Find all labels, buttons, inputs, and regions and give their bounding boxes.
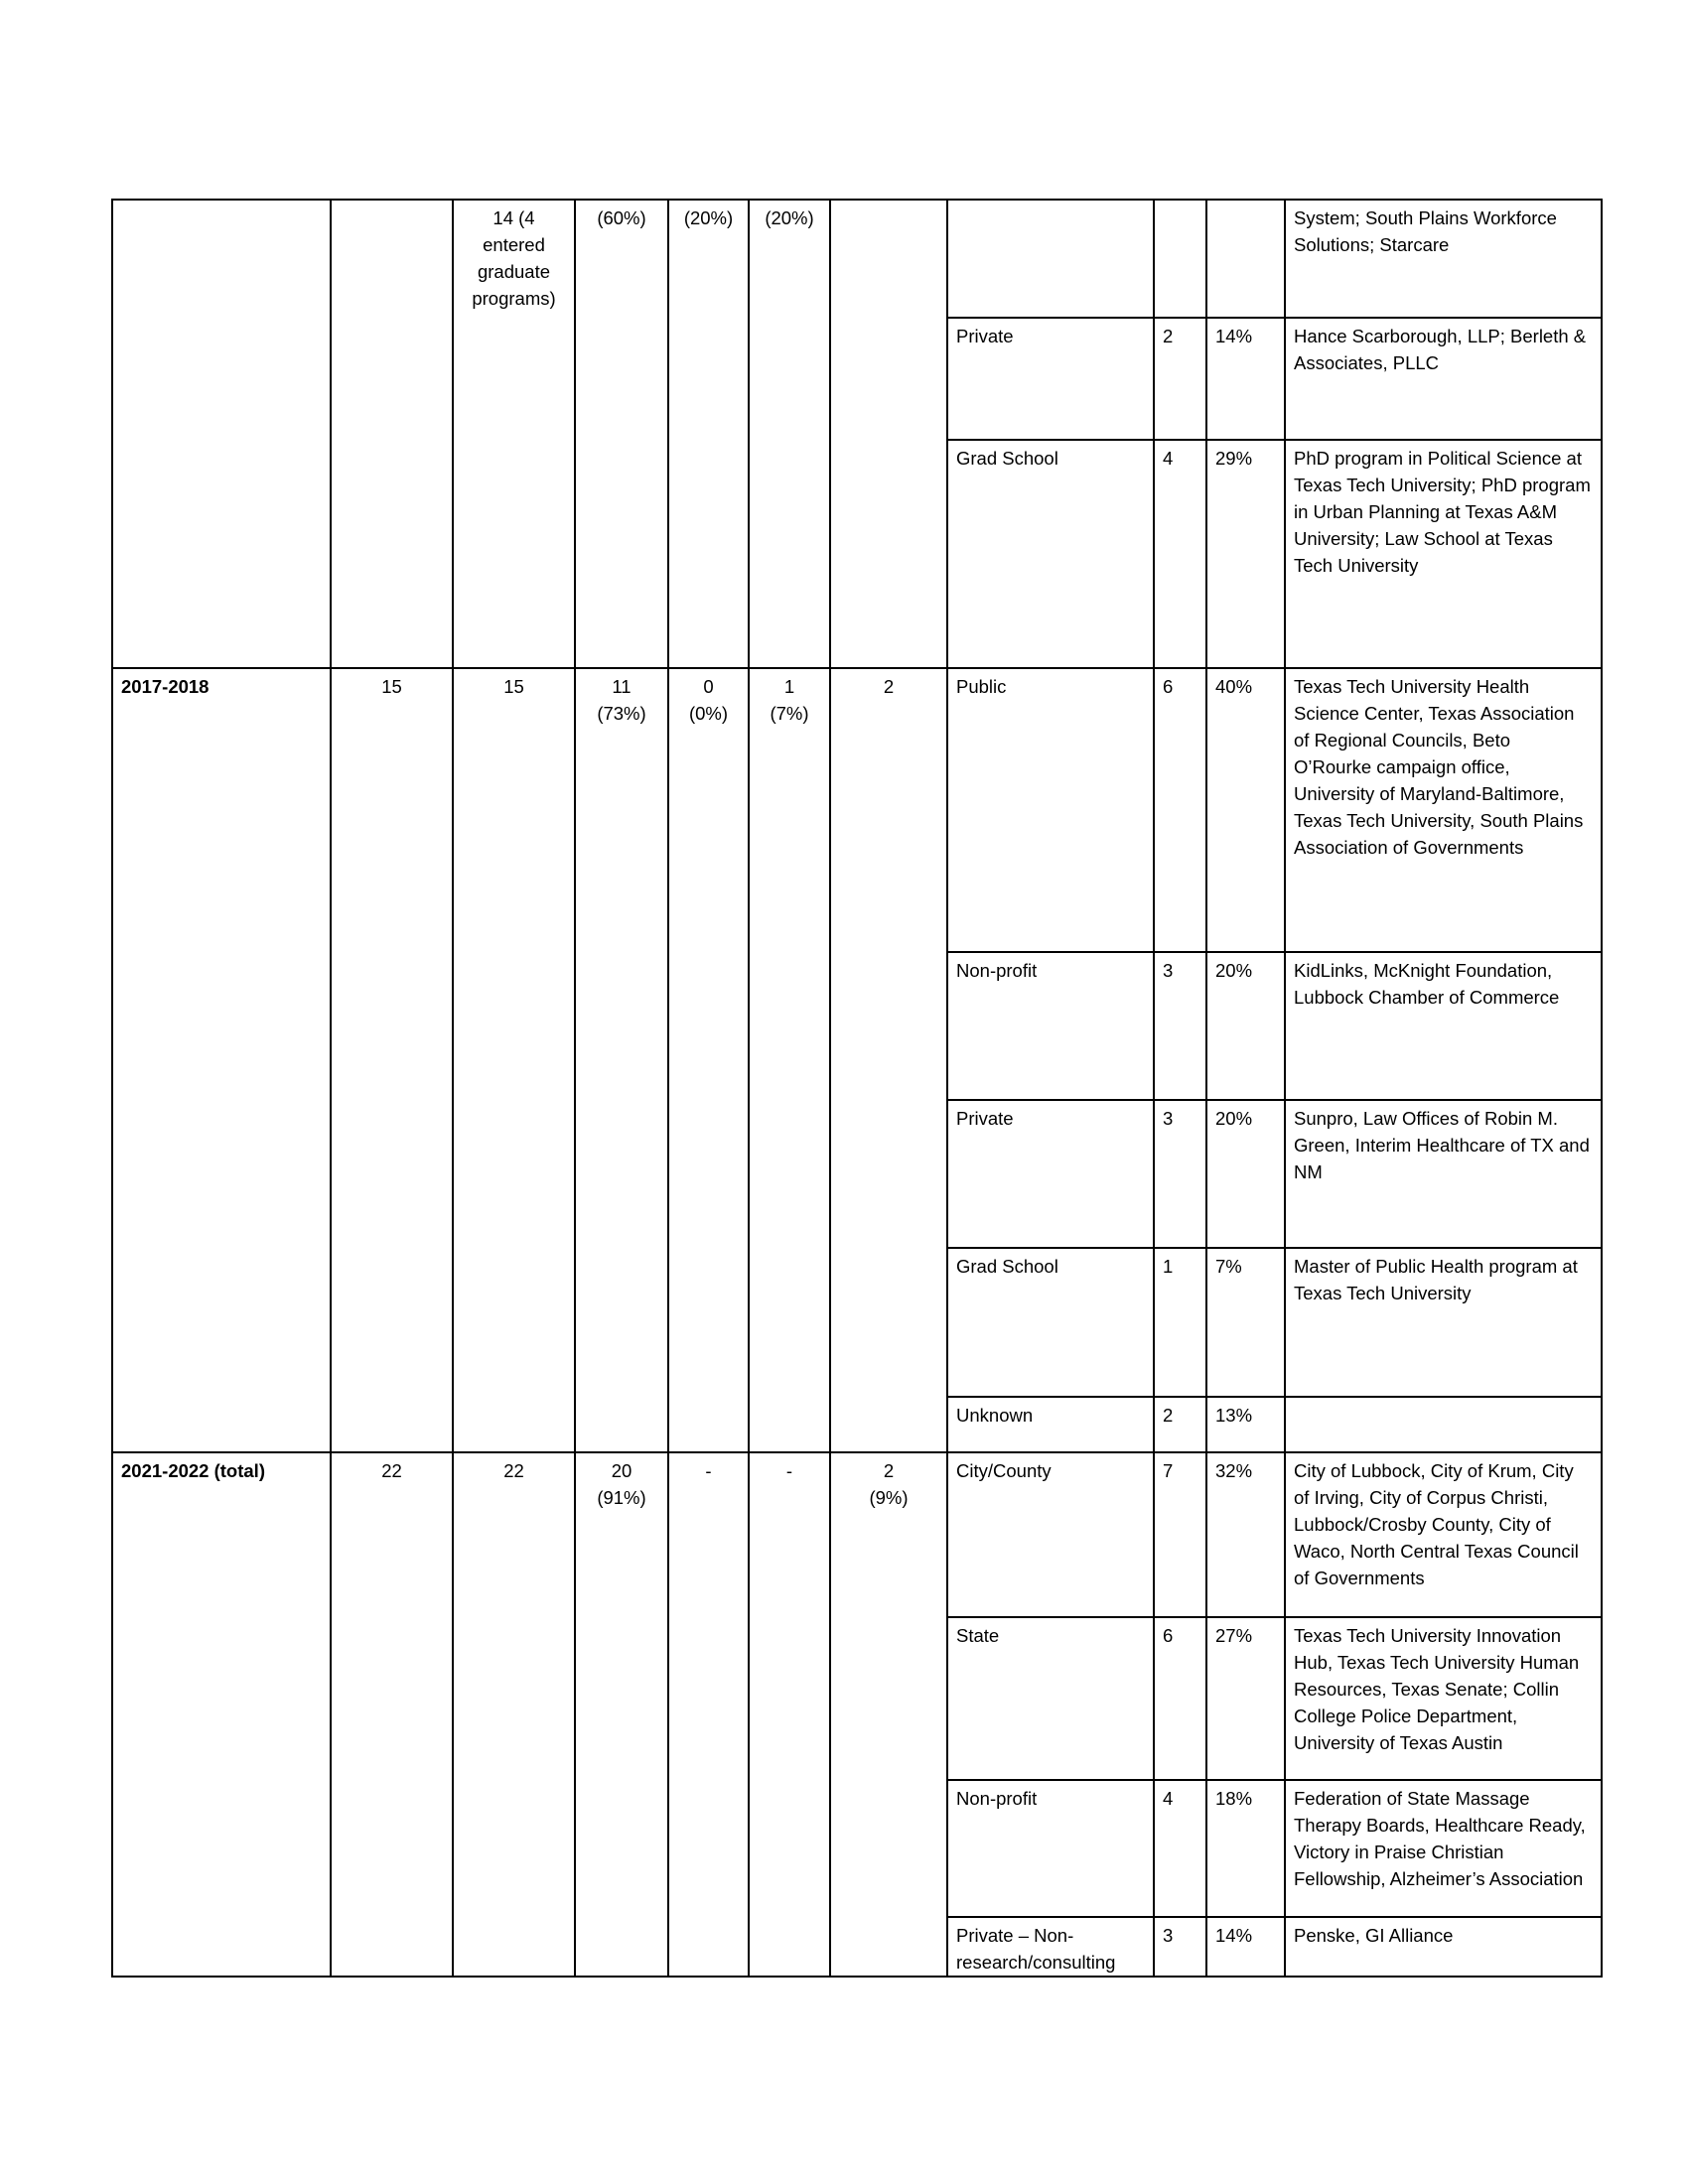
employed-percent: (91%) (597, 1487, 646, 1508)
col7-percent: (9%) (869, 1487, 909, 1508)
employed-percent: (73%) (597, 703, 646, 724)
percent-cell: 18% (1206, 1780, 1285, 1917)
table-row (112, 1452, 1602, 1617)
respondents-cell: 15 (453, 668, 575, 1452)
employers-cell: Master of Public Health program at Texas Tech University (1285, 1248, 1602, 1397)
sector-cell: Non-profit (947, 952, 1154, 1100)
col6-cell (749, 668, 830, 1452)
col7-cell (830, 200, 947, 668)
graduates-cell: 15 (331, 668, 453, 1452)
count-cell: 4 (1154, 440, 1206, 668)
sector-cell (947, 200, 1154, 318)
employed-cell (575, 668, 668, 1452)
col6-count: - (785, 1460, 793, 1481)
employed-cell (575, 1452, 668, 1977)
col6-count: 1 (783, 676, 795, 697)
year-cell: 2021-2022 (total) (112, 1452, 331, 1977)
graduates-cell (331, 200, 453, 668)
col5-cell (668, 668, 749, 1452)
count-cell: 3 (1154, 952, 1206, 1100)
count-cell: 4 (1154, 1780, 1206, 1917)
employers-cell: KidLinks, McKnight Foundation, Lubbock Chamber of Commerce (1285, 952, 1602, 1100)
employers-cell: Texas Tech University Health Science Center, Texas Association of Regional Councils, Beto O’Rourke campaign office, University of Maryland-Baltimore, Texas Tech University, South Plains Association of Governments (1285, 668, 1602, 952)
col6-cell: (20%) (749, 200, 830, 668)
year-cell: 2017-2018 (112, 668, 331, 1452)
percent-cell: 7% (1206, 1248, 1285, 1397)
col5-count: - (705, 1460, 712, 1481)
percent-cell: 27% (1206, 1617, 1285, 1780)
table-row (112, 668, 1602, 952)
employed-cell: (60%) (575, 200, 668, 668)
employed-count: 11 (612, 676, 632, 697)
sector-cell: Non-profit (947, 1780, 1154, 1917)
employers-cell: System; South Plains Workforce Solutions; Starcare (1285, 200, 1602, 318)
percent-cell: 14% (1206, 318, 1285, 440)
col5-cell: (20%) (668, 200, 749, 668)
sector-cell: City/County (947, 1452, 1154, 1617)
count-cell: 1 (1154, 1248, 1206, 1397)
employers-cell: City of Lubbock, City of Krum, City of Irving, City of Corpus Christi, Lubbock/Crosby County, City of Waco, North Central Texas Council of Governments (1285, 1452, 1602, 1617)
employers-cell: Sunpro, Law Offices of Robin M. Green, Interim Healthcare of TX and NM (1285, 1100, 1602, 1248)
count-cell: 3 (1154, 1100, 1206, 1248)
count-cell: 2 (1154, 318, 1206, 440)
count-cell: 3 (1154, 1917, 1206, 1977)
employers-cell: Texas Tech University Innovation Hub, Texas Tech University Human Resources, Texas Senate; Collin College Police Department, University of Texas Austin (1285, 1617, 1602, 1780)
sector-cell: Private (947, 318, 1154, 440)
col7-cell (830, 1452, 947, 1977)
percent-cell (1206, 200, 1285, 318)
sector-cell: Private – Non-research/consulting (947, 1917, 1154, 1977)
employers-cell (1285, 1397, 1602, 1452)
sector-cell: Grad School (947, 1248, 1154, 1397)
sector-cell: Private (947, 1100, 1154, 1248)
employers-cell: Federation of State Massage Therapy Boards, Healthcare Ready, Victory in Praise Christian Fellowship, Alzheimer’s Association (1285, 1780, 1602, 1917)
employers-cell: Hance Scarborough, LLP; Berleth & Associates, PLLC (1285, 318, 1602, 440)
percent-cell: 13% (1206, 1397, 1285, 1452)
year-cell (112, 200, 331, 668)
percent-cell: 29% (1206, 440, 1285, 668)
graduate-placement-table (111, 199, 1603, 1978)
percent-cell: 14% (1206, 1917, 1285, 1977)
sector-cell: Grad School (947, 440, 1154, 668)
col6-cell (749, 1452, 830, 1977)
table-row (112, 200, 1602, 318)
respondents-cell: 14 (4 entered graduate programs) (453, 200, 575, 668)
count-cell: 6 (1154, 1617, 1206, 1780)
count-cell (1154, 200, 1206, 318)
respondents-cell: 22 (453, 1452, 575, 1977)
col5-count: 0 (703, 676, 714, 697)
col5-cell (668, 1452, 749, 1977)
count-cell: 6 (1154, 668, 1206, 952)
percent-cell: 32% (1206, 1452, 1285, 1617)
sector-cell: Public (947, 668, 1154, 952)
percent-cell: 20% (1206, 952, 1285, 1100)
col5-percent: (0%) (688, 703, 729, 724)
percent-cell: 20% (1206, 1100, 1285, 1248)
graduates-cell: 22 (331, 1452, 453, 1977)
sector-cell: State (947, 1617, 1154, 1780)
employed-count: 20 (611, 1460, 633, 1481)
sector-cell: Unknown (947, 1397, 1154, 1452)
col6-percent: (7%) (770, 703, 809, 724)
count-cell: 2 (1154, 1397, 1206, 1452)
count-cell: 7 (1154, 1452, 1206, 1617)
employers-cell: Penske, GI Alliance (1285, 1917, 1602, 1977)
col7-count: 2 (883, 1460, 895, 1481)
employers-cell: PhD program in Political Science at Texas Tech University; PhD program in Urban Planning at Texas A&M University; Law School at Texas Tech University (1285, 440, 1602, 668)
col7-cell: 2 (830, 668, 947, 1452)
percent-cell: 40% (1206, 668, 1285, 952)
